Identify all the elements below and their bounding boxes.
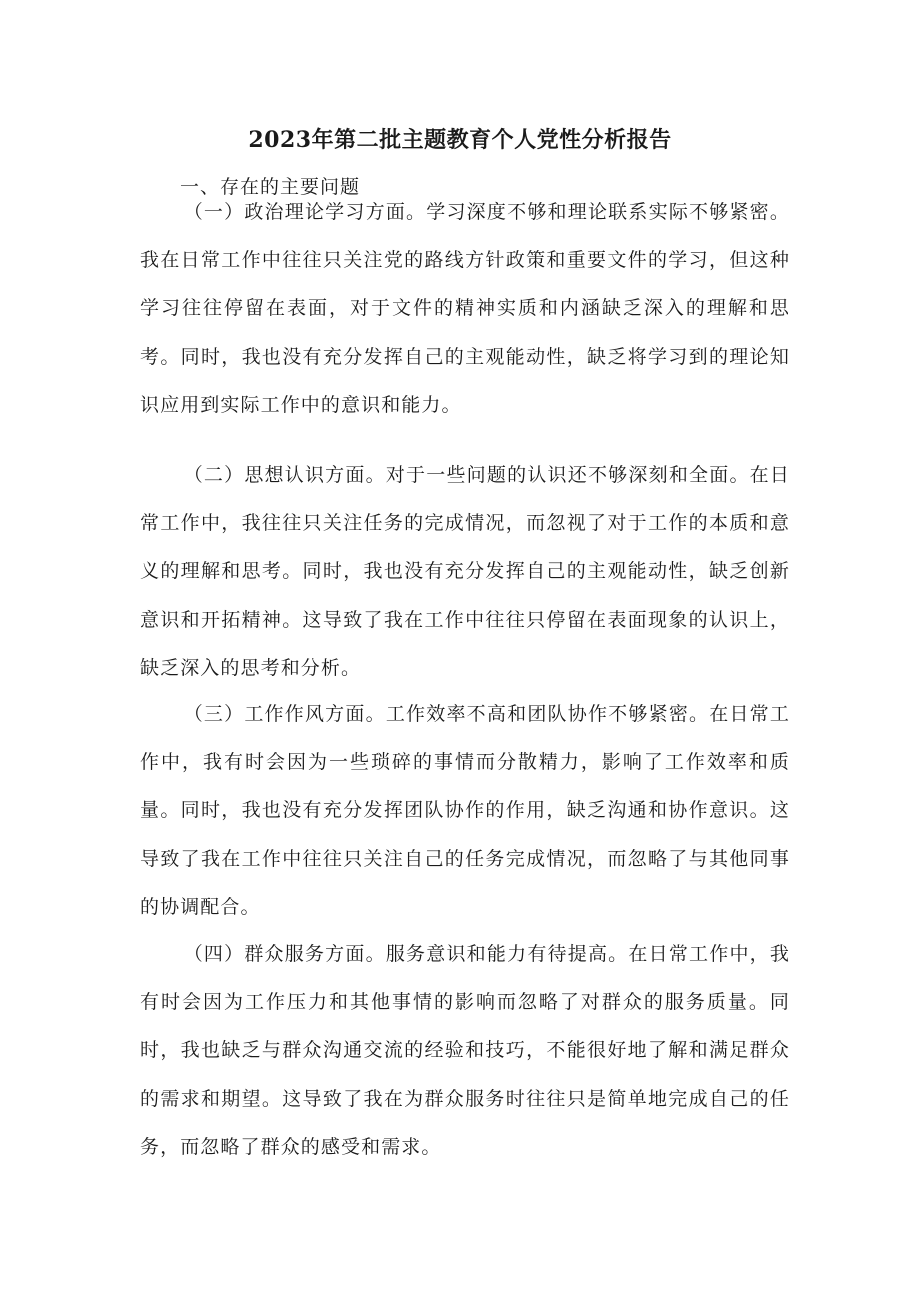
- paragraph-political-theory: （一）政治理论学习方面。学习深度不够和理论联系实际不够紧密。我在日常工作中往往只关注党的路线方针政策和重要文件的学习，但这种学习往往停留在表面，对于文件的精神实质和内涵缺乏深入的理解和思考。同时，我也没有充分发挥自己的主观能动性，缺乏将学习到的理论知识应用到实际工作中的意识和能力。: [140, 201, 790, 416]
- paragraph-work-style: （三）工作作风方面。工作效率不高和团队协作不够紧密。在日常工作中，我有时会因为一些琐碎的事情而分散精力，影响了工作效率和质量。同时，我也没有充分发挥团队协作的作用，缺乏沟通和协作意识。这导致了我在工作中往往只关注自己的任务完成情况，而忽略了与其他同事的协调配合。: [140, 703, 790, 918]
- paragraph-public-service: （四）群众服务方面。服务意识和能力有待提高。在日常工作中，我有时会因为工作压力和其他事情的影响而忽略了对群众的服务质量。同时，我也缺乏与群众沟通交流的经验和技巧，不能很好地了解和满足群众的需求和期望。这导致了我在为群众服务时往往只是简单地完成自己的任务，而忽略了群众的感受和需求。: [140, 943, 790, 1158]
- paragraph-ideological-understanding: （二）思想认识方面。对于一些问题的认识还不够深刻和全面。在日常工作中，我往往只关注任务的完成情况，而忽视了对于工作的本质和意义的理解和思考。同时，我也没有充分发挥自己的主观能动性，缺乏创新意识和开拓精神。这导致了我在工作中往往只停留在表面现象的认识上，缺乏深入的思考和分析。: [140, 464, 790, 679]
- document-title: 2023年第二批主题教育个人党性分析报告: [248, 127, 672, 153]
- section-heading-problems: 一、存在的主要问题: [180, 176, 361, 198]
